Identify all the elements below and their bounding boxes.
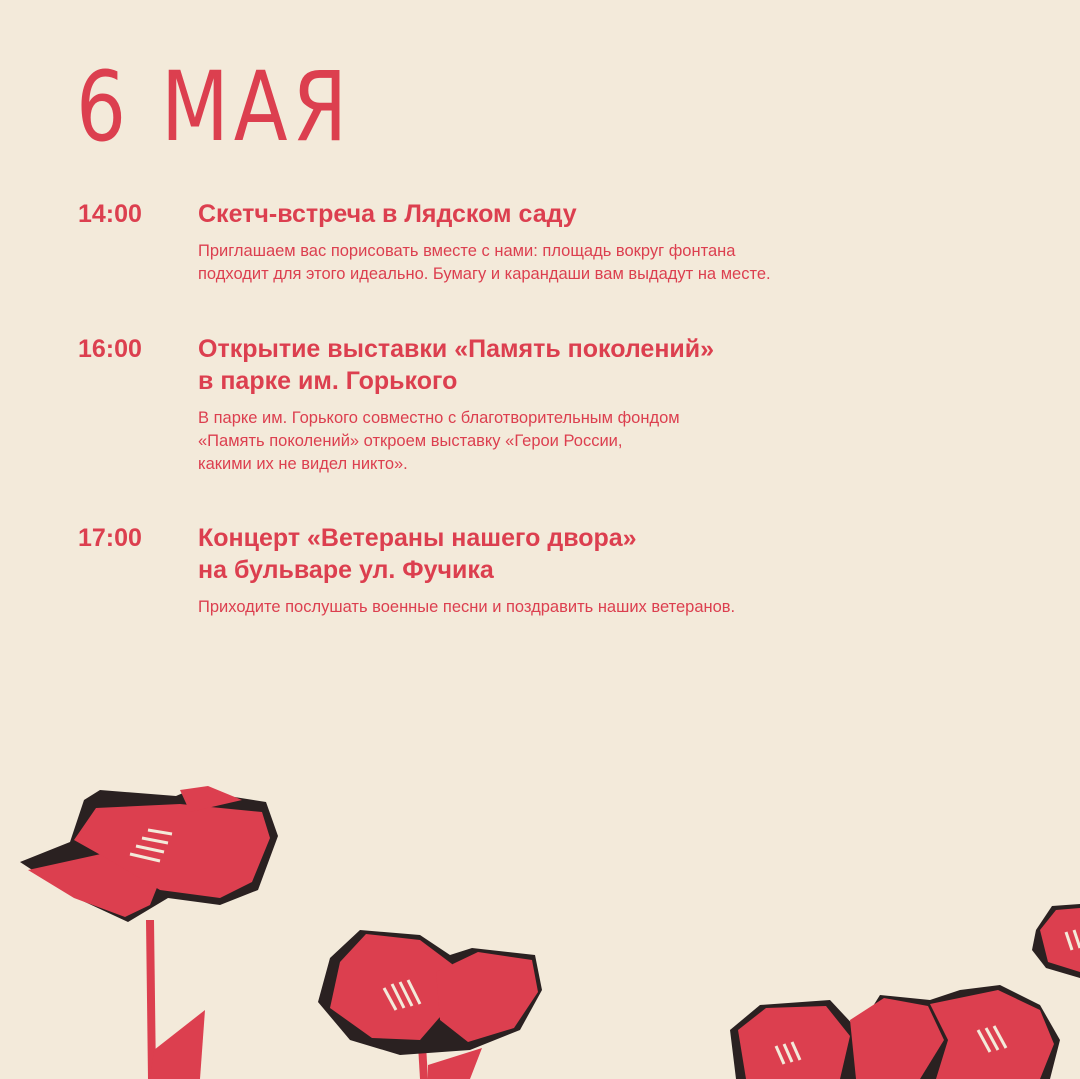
event-title-line: Концерт «Ветераны нашего двора»: [198, 524, 637, 552]
event-description-line: В парке им. Горького совместно с благотворительным фондом: [198, 409, 680, 427]
petal: [436, 952, 538, 1042]
petal: [738, 1006, 850, 1079]
event-time: 17:00: [78, 524, 142, 552]
event-title-line: на бульваре ул. Фучика: [198, 556, 494, 584]
leaf: [150, 1010, 205, 1079]
event-body: [198, 198, 988, 286]
page-title: 6 МАЯ: [76, 51, 353, 163]
poppy-flowers-illustration: [0, 760, 1080, 1079]
event-description-line: Приглашаем вас порисовать вместе с нами: площадь вокруг фонтана: [198, 242, 736, 260]
poppy-middle: [318, 930, 542, 1079]
event-title-line: Скетч-встреча в Лядском саду: [198, 200, 577, 228]
event-time: 16:00: [78, 335, 142, 363]
event-description: [198, 596, 988, 619]
event-title-line: Открытие выставки «Память поколений»: [198, 335, 715, 363]
event-body: [198, 522, 988, 619]
event-description-line: «Память поколений» откроем выставку «Герои России,: [198, 432, 623, 450]
poppy-right-group: [730, 904, 1080, 1079]
event-description-line: Приходите послушать военные песни и поздравить наших ветеранов.: [198, 598, 736, 616]
event-time: 14:00: [78, 200, 142, 228]
event-title-line: в парке им. Горького: [198, 367, 458, 395]
event-description-line: подходит для этого идеально. Бумагу и карандаши вам выдадут на месте.: [198, 265, 771, 283]
event-title: [198, 198, 988, 230]
event-description: [198, 240, 988, 286]
event-body: [198, 333, 988, 476]
event-description-line: какими их не видел никто».: [198, 455, 408, 473]
event-title: [198, 522, 988, 586]
event-description: [198, 407, 988, 476]
event-title: [198, 333, 988, 397]
leaf: [428, 1048, 482, 1079]
poppy-large-left: [20, 786, 278, 1079]
